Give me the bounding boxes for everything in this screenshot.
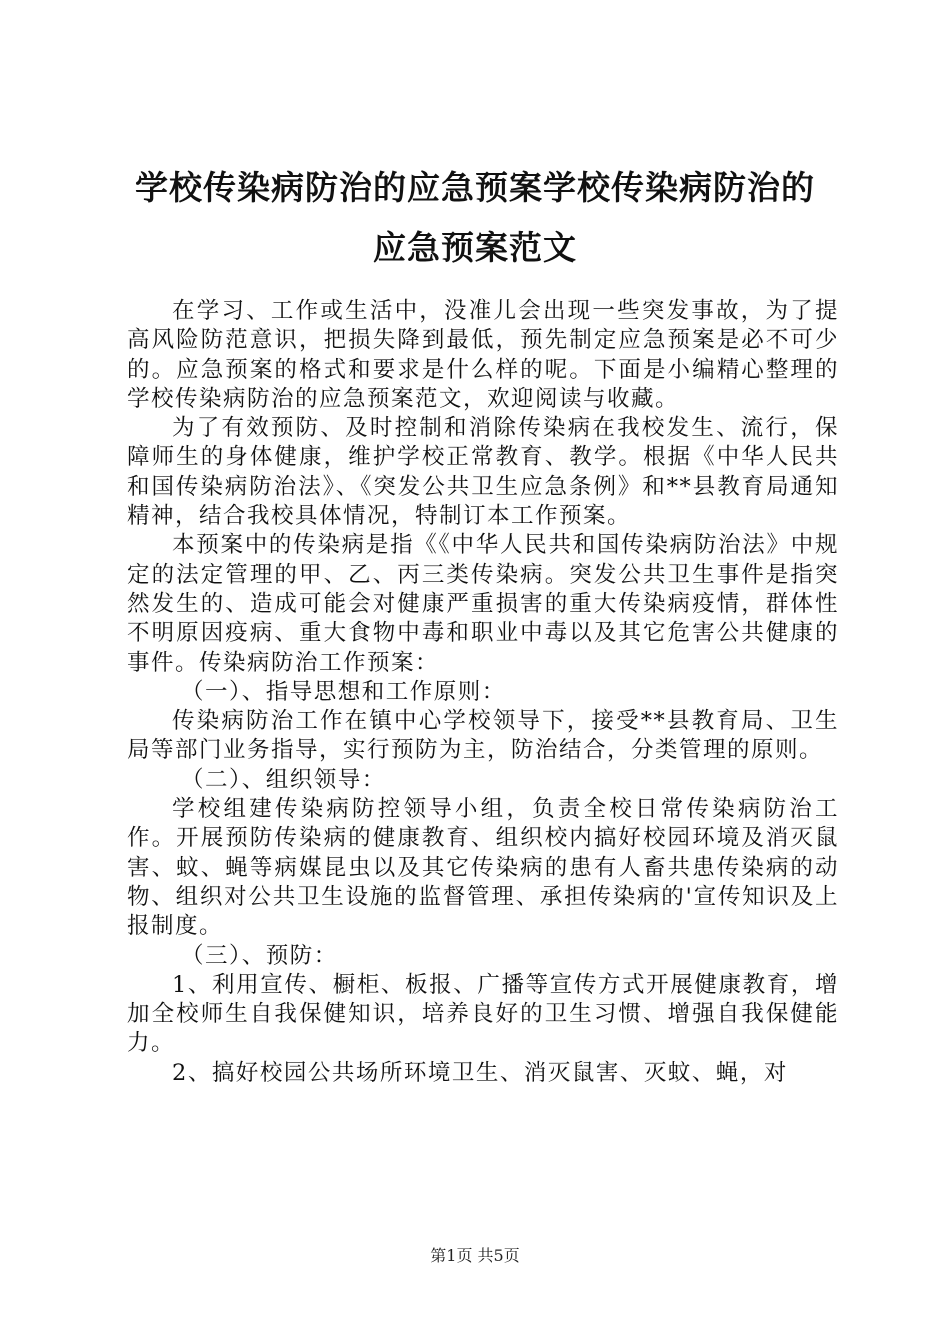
section-heading-1: （一）、指导思想和工作原则： [181,678,506,705]
paragraph-principles: 传染病防治工作在镇中心学校领导下，接受**县教育局、卫生局等部门业务指导，实行预防为主，防治结合，分类管理的原则。 [127,708,839,764]
paragraph-prevention-2: 2、搞好校园公共场所环境卫生、消灭鼠害、灭蚊、蝇，对 [172,1059,788,1086]
paragraph-prevention-1: 1、利用宣传、橱柜、板报、广播等宣传方式开展健康教育，增加全校师生自我保健知识，培养良好的卫生习惯、增强自我保健能力。 [127,971,839,1057]
section-heading-2: （二）、组织领导： [181,766,386,793]
paragraph-definition: 本预案中的传染病是指《《中华人民共和国传染病防治法》中规定的法定管理的甲、乙、丙三类传染病。突发公共卫生事件是指突然发生的、造成可能会对健康严重损害的重大传染病疫情，群体性不明原因疫病、重大食物中毒和职业中毒以及其它危害公共健康的事件。传染病防治工作预案： [127,532,839,676]
paragraph-purpose: 为了有效预防、及时控制和消除传染病在我校发生、流行，保障师生的身体健康，维护学校正常教育、教学。根据《中华人民共和国传染病防治法》、《突发公共卫生应急条例》和**县教育局通知精神，结合我校具体情况，特制订本工作预案。 [127,415,839,530]
document-title-line-1: 学校传染病防治的应急预案学校传染病防治的 [135,168,815,207]
paragraph-intro: 在学习、工作或生活中，没准儿会出现一些突发事故，为了提高风险防范意识，把损失降到最低，预先制定应急预案是必不可少的。应急预案的格式和要求是什么样的呢。下面是小编精心整理的学校传染病防治的应急预案范文，欢迎阅读与收藏。 [127,298,839,412]
document-title-line-2: 应急预案范文 [373,228,577,267]
document-body [127,297,839,1088]
section-heading-3: （三）、预防： [181,942,338,969]
paragraph-organization: 学校组建传染病防控领导小组，负责全校日常传染病防治工作。开展预防传染病的健康教育、组织校内搞好校园环境及消灭鼠害、蚊、蝇等病媒昆虫以及其它传染病的患有人畜共患传染病的动物、组织对公共卫生设施的监督管理、承担传染病的'宣传知识及上报制度。 [127,796,839,940]
page-footer: 第1页 共5页 [430,1246,520,1265]
